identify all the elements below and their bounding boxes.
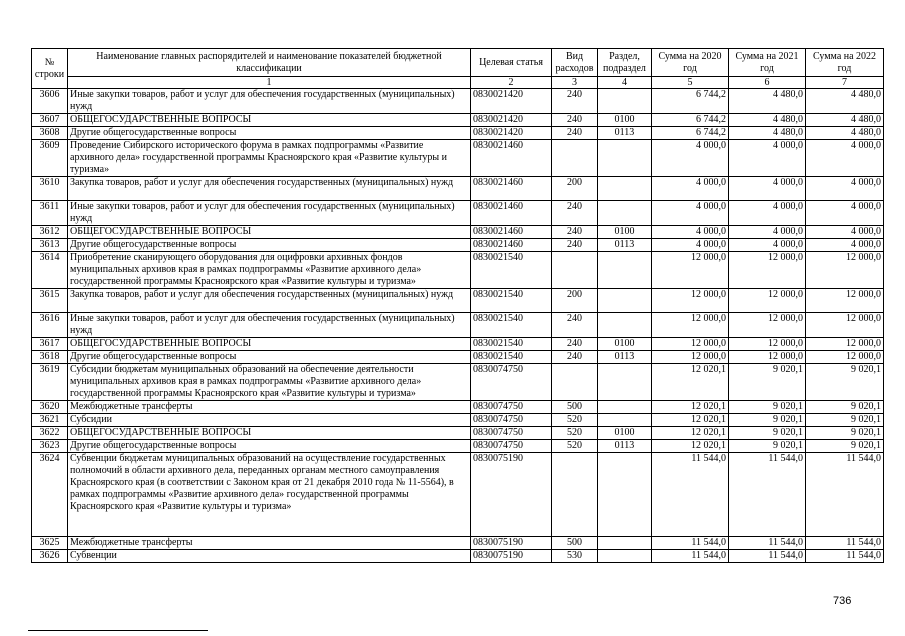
row-amount-2022: 12 000,0 xyxy=(806,351,884,364)
row-number: 3618 xyxy=(32,351,68,364)
row-amount-2021: 4 480,0 xyxy=(729,89,806,114)
row-amount-2020: 12 000,0 xyxy=(652,313,729,338)
table-row xyxy=(32,414,884,427)
header-index-row xyxy=(32,77,884,89)
row-expense-type xyxy=(552,140,598,177)
row-target-code: 0830021540 xyxy=(471,313,552,338)
table-row xyxy=(32,89,884,114)
row-name: Проведение Сибирского исторического форума в рамках подпрограммы «Развитие архивного дела» государственной программы Красноярского края «Развитие культуры и туризма» xyxy=(68,140,471,177)
row-name: Закупка товаров, работ и услуг для обеспечения государственных (муниципальных) нужд xyxy=(68,177,471,201)
row-amount-2021: 4 000,0 xyxy=(729,177,806,201)
row-amount-2020: 11 544,0 xyxy=(652,453,729,537)
row-target-code: 0830074750 xyxy=(471,414,552,427)
row-name: Иные закупки товаров, работ и услуг для обеспечения государственных (муниципальных) нужд xyxy=(68,313,471,338)
header-index-section: 4 xyxy=(598,77,652,89)
row-amount-2022: 12 000,0 xyxy=(806,313,884,338)
row-section xyxy=(598,252,652,289)
row-amount-2022: 4 000,0 xyxy=(806,226,884,239)
row-amount-2021: 9 020,1 xyxy=(729,414,806,427)
row-amount-2022: 4 480,0 xyxy=(806,127,884,140)
table-body xyxy=(32,89,884,563)
page-number: 736 xyxy=(833,595,852,607)
row-amount-2022: 11 544,0 xyxy=(806,550,884,563)
row-target-code: 0830021540 xyxy=(471,252,552,289)
row-amount-2020: 12 020,1 xyxy=(652,427,729,440)
row-name: ОБЩЕГОСУДАРСТВЕННЫЕ ВОПРОСЫ xyxy=(68,114,471,127)
row-number: 3616 xyxy=(32,313,68,338)
table-row xyxy=(32,140,884,177)
table-row xyxy=(32,440,884,453)
row-expense-type: 240 xyxy=(552,127,598,140)
row-section: 0100 xyxy=(598,226,652,239)
row-amount-2021: 4 000,0 xyxy=(729,201,806,226)
header-col-2020: Сумма на 2020 год xyxy=(652,49,729,77)
row-target-code: 0830021460 xyxy=(471,177,552,201)
row-amount-2022: 9 020,1 xyxy=(806,414,884,427)
header-col-num: № строки xyxy=(32,49,68,89)
row-amount-2021: 11 544,0 xyxy=(729,537,806,550)
row-amount-2020: 12 020,1 xyxy=(652,401,729,414)
row-name: Другие общегосударственные вопросы xyxy=(68,239,471,252)
row-amount-2020: 12 000,0 xyxy=(652,351,729,364)
row-section: 0113 xyxy=(598,440,652,453)
budget-table xyxy=(31,48,884,563)
row-number: 3620 xyxy=(32,401,68,414)
row-target-code: 0830021460 xyxy=(471,201,552,226)
row-amount-2022: 9 020,1 xyxy=(806,364,884,401)
row-section: 0100 xyxy=(598,427,652,440)
row-section xyxy=(598,177,652,201)
row-amount-2020: 11 544,0 xyxy=(652,550,729,563)
row-number: 3608 xyxy=(32,127,68,140)
row-number: 3606 xyxy=(32,89,68,114)
row-amount-2020: 12 000,0 xyxy=(652,289,729,313)
table-row xyxy=(32,453,884,537)
row-expense-type: 240 xyxy=(552,338,598,351)
row-name: Закупка товаров, работ и услуг для обеспечения государственных (муниципальных) нужд xyxy=(68,289,471,313)
table-row xyxy=(32,177,884,201)
row-expense-type: 200 xyxy=(552,177,598,201)
row-target-code: 0830074750 xyxy=(471,440,552,453)
header-col-name: Наименование главных распорядителей и наименование показателей бюджетной классификации xyxy=(68,49,471,77)
row-amount-2020: 4 000,0 xyxy=(652,140,729,177)
row-section xyxy=(598,537,652,550)
header-index-code: 2 xyxy=(471,77,552,89)
row-expense-type: 530 xyxy=(552,550,598,563)
row-section: 0100 xyxy=(598,114,652,127)
table-row xyxy=(32,427,884,440)
row-name: Другие общегосударственные вопросы xyxy=(68,127,471,140)
row-amount-2020: 12 000,0 xyxy=(652,252,729,289)
row-amount-2020: 12 020,1 xyxy=(652,414,729,427)
table-row xyxy=(32,351,884,364)
row-number: 3614 xyxy=(32,252,68,289)
header-col-code: Целевая статья xyxy=(471,49,552,77)
row-amount-2021: 12 000,0 xyxy=(729,252,806,289)
row-amount-2022: 9 020,1 xyxy=(806,440,884,453)
row-name: ОБЩЕГОСУДАРСТВЕННЫЕ ВОПРОСЫ xyxy=(68,226,471,239)
row-target-code: 0830021420 xyxy=(471,114,552,127)
row-amount-2021: 4 480,0 xyxy=(729,127,806,140)
row-expense-type: 240 xyxy=(552,201,598,226)
row-amount-2021: 4 000,0 xyxy=(729,239,806,252)
table-row xyxy=(32,239,884,252)
row-expense-type: 200 xyxy=(552,289,598,313)
table-row xyxy=(32,127,884,140)
row-section xyxy=(598,401,652,414)
row-section xyxy=(598,140,652,177)
header-col-section: Раздел, подраздел xyxy=(598,49,652,77)
row-target-code: 0830021540 xyxy=(471,351,552,364)
row-expense-type: 240 xyxy=(552,114,598,127)
row-amount-2021: 4 000,0 xyxy=(729,226,806,239)
row-amount-2021: 4 480,0 xyxy=(729,114,806,127)
row-amount-2021: 12 000,0 xyxy=(729,351,806,364)
row-section xyxy=(598,313,652,338)
row-amount-2022: 12 000,0 xyxy=(806,252,884,289)
row-amount-2020: 6 744,2 xyxy=(652,114,729,127)
row-amount-2022: 12 000,0 xyxy=(806,289,884,313)
table-row xyxy=(32,201,884,226)
header-row xyxy=(32,49,884,77)
row-amount-2022: 4 480,0 xyxy=(806,89,884,114)
row-amount-2021: 12 000,0 xyxy=(729,289,806,313)
table-row xyxy=(32,252,884,289)
row-number: 3622 xyxy=(32,427,68,440)
header-index-2021: 6 xyxy=(729,77,806,89)
row-amount-2022: 9 020,1 xyxy=(806,427,884,440)
header-col-2022: Сумма на 2022 год xyxy=(806,49,884,77)
row-number: 3609 xyxy=(32,140,68,177)
row-amount-2020: 4 000,0 xyxy=(652,201,729,226)
row-amount-2021: 11 544,0 xyxy=(729,453,806,537)
row-number: 3607 xyxy=(32,114,68,127)
row-number: 3612 xyxy=(32,226,68,239)
row-expense-type: 500 xyxy=(552,401,598,414)
table-row xyxy=(32,313,884,338)
row-amount-2021: 9 020,1 xyxy=(729,440,806,453)
header-index-2022: 7 xyxy=(806,77,884,89)
row-target-code: 0830075190 xyxy=(471,537,552,550)
row-number: 3623 xyxy=(32,440,68,453)
row-name: ОБЩЕГОСУДАРСТВЕННЫЕ ВОПРОСЫ xyxy=(68,338,471,351)
row-section xyxy=(598,414,652,427)
row-amount-2020: 11 544,0 xyxy=(652,537,729,550)
row-target-code: 0830021540 xyxy=(471,338,552,351)
row-section: 0113 xyxy=(598,127,652,140)
row-name: Субвенции бюджетам муниципальных образований на осуществление государственных полномочий в области архивного дела, переданных органам местного самоуправления Красноярского края (в соответствии с Законом края от 21 декабря 2010 года № 11-5564), в рамках подпрограммы «Развитие архивного дела» государственной программы Красноярского края «Развитие культуры и туризма» xyxy=(68,453,471,537)
row-name: Субсидии бюджетам муниципальных образований на обеспечение деятельности муниципальных архивов края в рамках подпрограммы «Развитие архивного дела» государственной программы Красноярского края «Развитие культуры и туризма» xyxy=(68,364,471,401)
header-index-name: 1 xyxy=(68,77,471,89)
row-amount-2021: 12 000,0 xyxy=(729,313,806,338)
row-amount-2022: 4 000,0 xyxy=(806,140,884,177)
row-amount-2022: 12 000,0 xyxy=(806,338,884,351)
row-target-code: 0830021420 xyxy=(471,127,552,140)
table-row xyxy=(32,401,884,414)
row-amount-2020: 4 000,0 xyxy=(652,239,729,252)
row-expense-type: 240 xyxy=(552,313,598,338)
row-name: ОБЩЕГОСУДАРСТВЕННЫЕ ВОПРОСЫ xyxy=(68,427,471,440)
row-target-code: 0830021460 xyxy=(471,140,552,177)
row-expense-type xyxy=(552,252,598,289)
table-row xyxy=(32,364,884,401)
row-section xyxy=(598,89,652,114)
row-target-code: 0830074750 xyxy=(471,427,552,440)
row-number: 3610 xyxy=(32,177,68,201)
row-section xyxy=(598,453,652,537)
row-amount-2022: 4 480,0 xyxy=(806,114,884,127)
row-amount-2022: 9 020,1 xyxy=(806,401,884,414)
row-target-code: 0830075190 xyxy=(471,453,552,537)
row-name: Субсидии xyxy=(68,414,471,427)
row-target-code: 0830021460 xyxy=(471,226,552,239)
row-number: 3625 xyxy=(32,537,68,550)
row-expense-type xyxy=(552,453,598,537)
row-amount-2021: 9 020,1 xyxy=(729,364,806,401)
footer-rule xyxy=(28,630,208,631)
row-expense-type: 240 xyxy=(552,226,598,239)
row-name: Межбюджетные трансферты xyxy=(68,401,471,414)
row-expense-type: 240 xyxy=(552,351,598,364)
row-number: 3624 xyxy=(32,453,68,537)
row-number: 3613 xyxy=(32,239,68,252)
row-amount-2021: 11 544,0 xyxy=(729,550,806,563)
row-amount-2022: 11 544,0 xyxy=(806,453,884,537)
row-amount-2021: 12 000,0 xyxy=(729,338,806,351)
row-amount-2021: 9 020,1 xyxy=(729,427,806,440)
row-section: 0100 xyxy=(598,338,652,351)
row-number: 3619 xyxy=(32,364,68,401)
table-row xyxy=(32,338,884,351)
row-section xyxy=(598,201,652,226)
row-amount-2022: 4 000,0 xyxy=(806,177,884,201)
row-amount-2020: 6 744,2 xyxy=(652,127,729,140)
row-expense-type: 500 xyxy=(552,537,598,550)
row-section: 0113 xyxy=(598,239,652,252)
row-target-code: 0830021540 xyxy=(471,289,552,313)
row-number: 3621 xyxy=(32,414,68,427)
row-expense-type: 240 xyxy=(552,89,598,114)
row-name: Иные закупки товаров, работ и услуг для обеспечения государственных (муниципальных) нужд xyxy=(68,89,471,114)
row-target-code: 0830021420 xyxy=(471,89,552,114)
header-index-2020: 5 xyxy=(652,77,729,89)
table-row xyxy=(32,550,884,563)
table-row xyxy=(32,537,884,550)
row-expense-type: 520 xyxy=(552,440,598,453)
row-expense-type: 520 xyxy=(552,414,598,427)
row-amount-2020: 12 000,0 xyxy=(652,338,729,351)
row-name: Другие общегосударственные вопросы xyxy=(68,351,471,364)
row-name: Другие общегосударственные вопросы xyxy=(68,440,471,453)
row-target-code: 0830074750 xyxy=(471,364,552,401)
row-amount-2020: 12 020,1 xyxy=(652,440,729,453)
row-amount-2020: 4 000,0 xyxy=(652,226,729,239)
row-amount-2021: 9 020,1 xyxy=(729,401,806,414)
row-amount-2021: 4 000,0 xyxy=(729,140,806,177)
table-row xyxy=(32,226,884,239)
row-expense-type: 240 xyxy=(552,239,598,252)
row-number: 3626 xyxy=(32,550,68,563)
row-expense-type xyxy=(552,364,598,401)
table-row xyxy=(32,289,884,313)
row-amount-2022: 4 000,0 xyxy=(806,201,884,226)
row-number: 3617 xyxy=(32,338,68,351)
row-section xyxy=(598,364,652,401)
row-target-code: 0830021460 xyxy=(471,239,552,252)
row-amount-2022: 11 544,0 xyxy=(806,537,884,550)
row-amount-2020: 12 020,1 xyxy=(652,364,729,401)
row-number: 3611 xyxy=(32,201,68,226)
row-amount-2020: 6 744,2 xyxy=(652,89,729,114)
row-target-code: 0830075190 xyxy=(471,550,552,563)
header-index-type: 3 xyxy=(552,77,598,89)
row-name: Субвенции xyxy=(68,550,471,563)
row-number: 3615 xyxy=(32,289,68,313)
header-col-2021: Сумма на 2021 год xyxy=(729,49,806,77)
row-expense-type: 520 xyxy=(552,427,598,440)
row-section xyxy=(598,289,652,313)
row-amount-2022: 4 000,0 xyxy=(806,239,884,252)
table-row xyxy=(32,114,884,127)
row-target-code: 0830074750 xyxy=(471,401,552,414)
row-amount-2020: 4 000,0 xyxy=(652,177,729,201)
row-section: 0113 xyxy=(598,351,652,364)
header-col-type: Вид расходов xyxy=(552,49,598,77)
row-name: Иные закупки товаров, работ и услуг для обеспечения государственных (муниципальных) нужд xyxy=(68,201,471,226)
row-name: Межбюджетные трансферты xyxy=(68,537,471,550)
row-section xyxy=(598,550,652,563)
row-name: Приобретение сканирующего оборудования для оцифровки архивных фондов муниципальных архивов края в рамках подпрограммы «Развитие архивного дела» государственной программы Красноярского края «Развитие культуры и туризма» xyxy=(68,252,471,289)
